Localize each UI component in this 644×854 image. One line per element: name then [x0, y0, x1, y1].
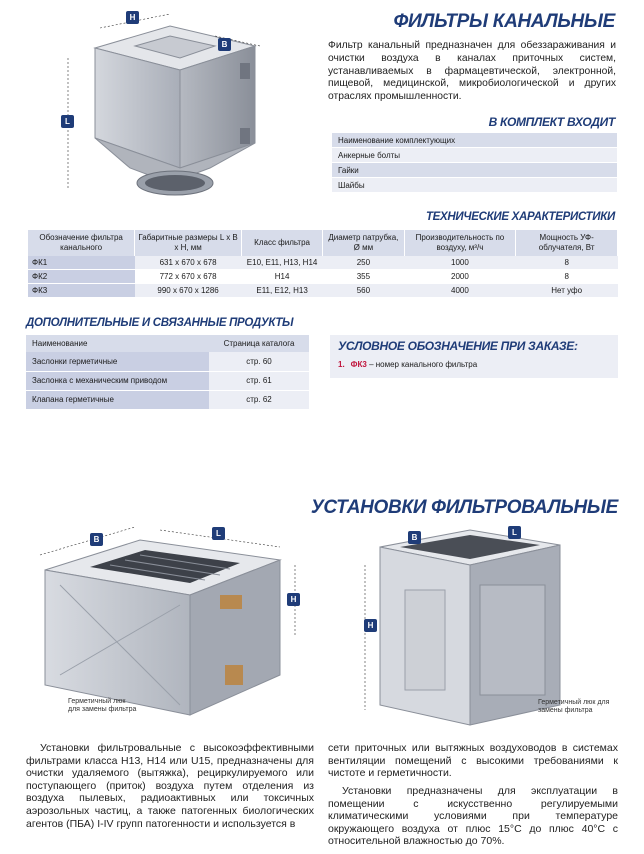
- specs-table-wrap: [28, 230, 618, 298]
- filter-unit-horizontal-illustration: [30, 525, 310, 725]
- specs-cell: 2000: [404, 270, 516, 284]
- related-header: Наименование: [26, 335, 209, 352]
- order-line: [338, 360, 477, 369]
- specs-header: Производительность по воздуху, м³/ч: [404, 230, 516, 256]
- table-row: [28, 256, 618, 270]
- units-text-col2a: сети приточных или вытяжных воздуховодов в системах вентиляции помещений с высокими требованиями к чистоте и герметичности.: [328, 742, 618, 780]
- related-cell: Клапана герметичные: [26, 390, 209, 409]
- unit1-dimension-h-label: H: [287, 593, 300, 606]
- specs-cell: 560: [323, 284, 404, 298]
- specs-cell: 250: [323, 256, 404, 270]
- kit-item: Анкерные болты: [332, 148, 617, 163]
- unit2-dimension-h-label: H: [364, 619, 377, 632]
- specs-header: Мощность УФ-облучателя, Вт: [516, 230, 618, 256]
- specs-cell: H14: [241, 270, 322, 284]
- units-text-col2b: Установки предназначены для эксплуатации в помещении с искусственно регулируемыми климатическими условиями при температуре окружающего воздуха от плюс 15°С до плюс 40°С с относительной влажностью до 70%.: [328, 785, 618, 848]
- specs-cell: 8: [516, 270, 618, 284]
- unit1-dimension-l-label: L: [212, 527, 225, 540]
- order-text: – номер канального фильтра: [366, 360, 478, 369]
- unit1-dimension-b-label: B: [90, 533, 103, 546]
- specs-cell: 990 х 670 х 1286: [135, 284, 242, 298]
- order-title: УСЛОВНОЕ ОБОЗНАЧЕНИЕ ПРИ ЗАКАЗЕ:: [338, 339, 578, 353]
- specs-title: ТЕХНИЧЕСКИЕ ХАРАКТЕРИСТИКИ: [425, 211, 615, 223]
- specs-cell: 8: [516, 256, 618, 270]
- kit-item: Наименование комплектующих: [332, 133, 617, 148]
- table-row: [26, 371, 309, 390]
- unit1-hatch-note: Герметичный люк для замены фильтра: [68, 698, 137, 713]
- specs-cell: Нет уфо: [516, 284, 618, 298]
- order-code: ФК3: [350, 360, 367, 369]
- duct-filter-illustration: [50, 8, 290, 213]
- units-text-col1: Установки фильтровальные с высокоэффективными фильтрами класса H13, H14 или U15, предназначены для очистки удаляемого (вытяжка), рециркулируемого или поступающего (приток) воздуха путем отделения из воздуха пылевых, радиоактивных или токсичных аэрозольных частиц, а также патогенных биологических агентов (ПБА) I-IV групп патогенности и используется в: [26, 742, 314, 830]
- kit-item: Гайки: [332, 163, 617, 178]
- table-row: [26, 352, 309, 371]
- specs-cell: 772 х 670 х 678: [135, 270, 242, 284]
- filters-title: ФИЛЬТРЫ КАНАЛЬНЫЕ: [393, 11, 615, 32]
- table-row: [28, 270, 618, 284]
- dimension-b-label: B: [218, 38, 231, 51]
- table-row: [26, 390, 309, 409]
- related-cell: стр. 60: [209, 352, 309, 371]
- kit-item: Шайбы: [332, 178, 617, 193]
- unit2-dimension-l-label: L: [508, 526, 521, 539]
- specs-cell: ФК1: [28, 256, 135, 270]
- related-header: Страница каталога: [209, 335, 309, 352]
- unit2-hatch-note: Герметичный люк для замены фильтра: [538, 699, 610, 714]
- filter-unit-horizontal-drawing: [30, 525, 310, 725]
- specs-cell: 631 х 670 х 678: [135, 256, 242, 270]
- unit2-dimension-b-label: B: [408, 531, 421, 544]
- dimension-h-label: H: [126, 11, 139, 24]
- specs-cell: 1000: [404, 256, 516, 270]
- specs-header: Класс фильтра: [241, 230, 322, 256]
- specs-cell: E11, E12, H13: [241, 284, 322, 298]
- related-table: [26, 335, 309, 410]
- order-number: 1.: [338, 360, 345, 369]
- specs-table: [28, 230, 618, 298]
- specs-cell: 355: [323, 270, 404, 284]
- units-title: УСТАНОВКИ ФИЛЬТРОВАЛЬНЫЕ: [310, 497, 618, 518]
- kit-list: [332, 133, 617, 193]
- related-title: ДОПОЛНИТЕЛЬНЫЕ И СВЯЗАННЫЕ ПРОДУКТЫ: [26, 317, 294, 329]
- specs-header: Диаметр патрубка, Ø мм: [323, 230, 404, 256]
- specs-cell: 4000: [404, 284, 516, 298]
- dimension-l-label: L: [61, 115, 74, 128]
- filters-description: Фильтр канальный предназначен для обеззараживания и очистки воздуха в каналах приточных систем, устанавливаемых в фармацевтической, электронной, пищевой, медицинской, микробиологической и других отраслях промышленности.: [328, 40, 616, 103]
- specs-cell: ФК3: [28, 284, 135, 298]
- related-cell: Заслонки герметичные: [26, 352, 209, 371]
- related-cell: Заслонка с механическим приводом: [26, 371, 209, 390]
- specs-cell: ФК2: [28, 270, 135, 284]
- table-row: [28, 284, 618, 298]
- specs-cell: E10, E11, H13, H14: [241, 256, 322, 270]
- related-cell: стр. 61: [209, 371, 309, 390]
- order-box: [330, 335, 618, 378]
- duct-filter-drawing: [50, 8, 290, 213]
- kit-title: В КОМПЛЕКТ ВХОДИТ: [488, 115, 615, 129]
- related-table-wrap: [26, 335, 309, 410]
- specs-header: Габаритные размеры L x B x H, мм: [135, 230, 242, 256]
- related-cell: стр. 62: [209, 390, 309, 409]
- specs-header: Обозначение фильтра канального: [28, 230, 135, 256]
